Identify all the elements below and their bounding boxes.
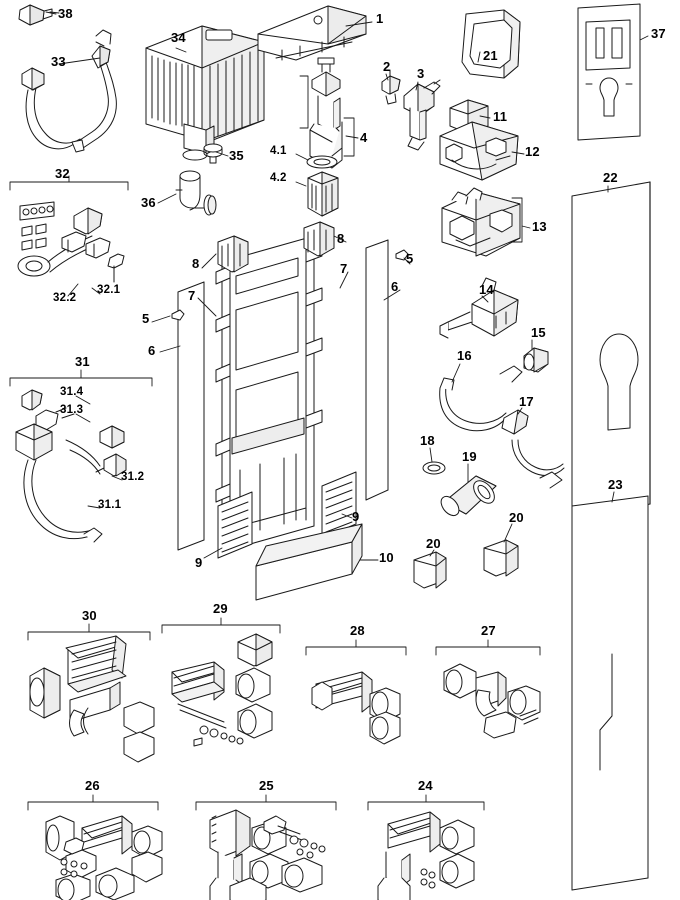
label-9-left: 9	[195, 555, 203, 570]
part-frame-assembly	[172, 222, 408, 600]
part-28-set	[312, 672, 400, 744]
label-18: 18	[420, 433, 435, 448]
label-26: 26	[85, 778, 100, 793]
label-8-left: 8	[192, 256, 200, 271]
label-31: 31	[75, 354, 90, 369]
part-38-fitting	[19, 5, 59, 25]
label-22: 22	[603, 170, 618, 185]
label-19: 19	[462, 449, 477, 464]
label-21: 21	[483, 48, 498, 63]
part-26-set	[46, 816, 162, 900]
label-4: 4	[360, 130, 368, 145]
label-32-1: 32.1	[97, 284, 121, 296]
label-4-2: 4.2	[270, 172, 287, 184]
part-36-elbow	[176, 171, 216, 215]
part-21-gasket-frame	[462, 10, 520, 78]
label-35: 35	[229, 148, 244, 163]
label-31-3: 31.3	[60, 404, 84, 416]
label-31-1: 31.1	[98, 499, 122, 511]
label-28: 28	[350, 623, 365, 638]
label-24: 24	[418, 778, 433, 793]
part-4-flush-valve	[307, 58, 342, 216]
part-29-set	[172, 634, 272, 746]
label-16: 16	[457, 348, 472, 363]
part-24-set	[378, 812, 474, 900]
label-3: 3	[417, 66, 425, 81]
part-34-cistern	[146, 26, 264, 160]
label-15: 15	[531, 325, 546, 340]
label-27: 27	[481, 623, 496, 638]
label-2: 2	[383, 59, 391, 74]
part-22-front-panel	[572, 182, 650, 520]
part-17-power-lead	[502, 410, 564, 488]
label-31-4: 31.4	[60, 386, 84, 398]
part-13-electronics-unit	[442, 188, 520, 256]
label-37: 37	[651, 26, 666, 41]
part-32-tool-set	[18, 202, 124, 282]
label-29: 29	[213, 601, 228, 616]
part-37-template	[578, 4, 640, 140]
part-27-set	[444, 664, 540, 738]
label-12: 12	[525, 144, 540, 159]
label-6-right: 6	[391, 279, 399, 294]
label-5-left: 5	[142, 311, 150, 326]
label-1: 1	[376, 11, 384, 26]
label-11: 11	[493, 109, 508, 124]
label-8-right: 8	[337, 231, 345, 246]
part-1-actuator-bar	[258, 6, 366, 60]
label-31-2: 31.2	[121, 471, 145, 483]
label-7-left: 7	[188, 288, 196, 303]
part-15-sleeve	[524, 348, 548, 372]
label-10: 10	[379, 550, 394, 565]
part-33-flexible-hose	[22, 30, 116, 152]
part-3-fill-valve	[404, 80, 440, 150]
label-32: 32	[55, 166, 70, 181]
part-18-o-ring	[423, 462, 445, 474]
label-33: 33	[51, 54, 66, 69]
label-20-left: 20	[426, 536, 441, 551]
label-20-right: 20	[509, 510, 524, 525]
label-17: 17	[519, 394, 534, 409]
label-30: 30	[82, 608, 97, 623]
label-4-1: 4.1	[270, 145, 287, 157]
part-30-set	[30, 636, 154, 762]
label-6-left: 6	[148, 343, 156, 358]
label-13: 13	[532, 219, 547, 234]
label-14: 14	[479, 282, 494, 297]
part-12-control-module	[440, 122, 518, 180]
label-36: 36	[141, 195, 156, 210]
part-25-set	[210, 810, 325, 900]
label-23: 23	[608, 477, 623, 492]
label-7-right: 7	[340, 261, 348, 276]
label-38: 38	[58, 6, 73, 21]
part-2-small-valve	[382, 70, 400, 104]
label-32-2: 32.2	[53, 292, 77, 304]
label-9-right: 9	[352, 509, 360, 524]
part-23-back-panel	[572, 496, 648, 890]
label-34: 34	[171, 30, 186, 45]
label-5-right: 5	[406, 251, 414, 266]
label-25: 25	[259, 778, 274, 793]
